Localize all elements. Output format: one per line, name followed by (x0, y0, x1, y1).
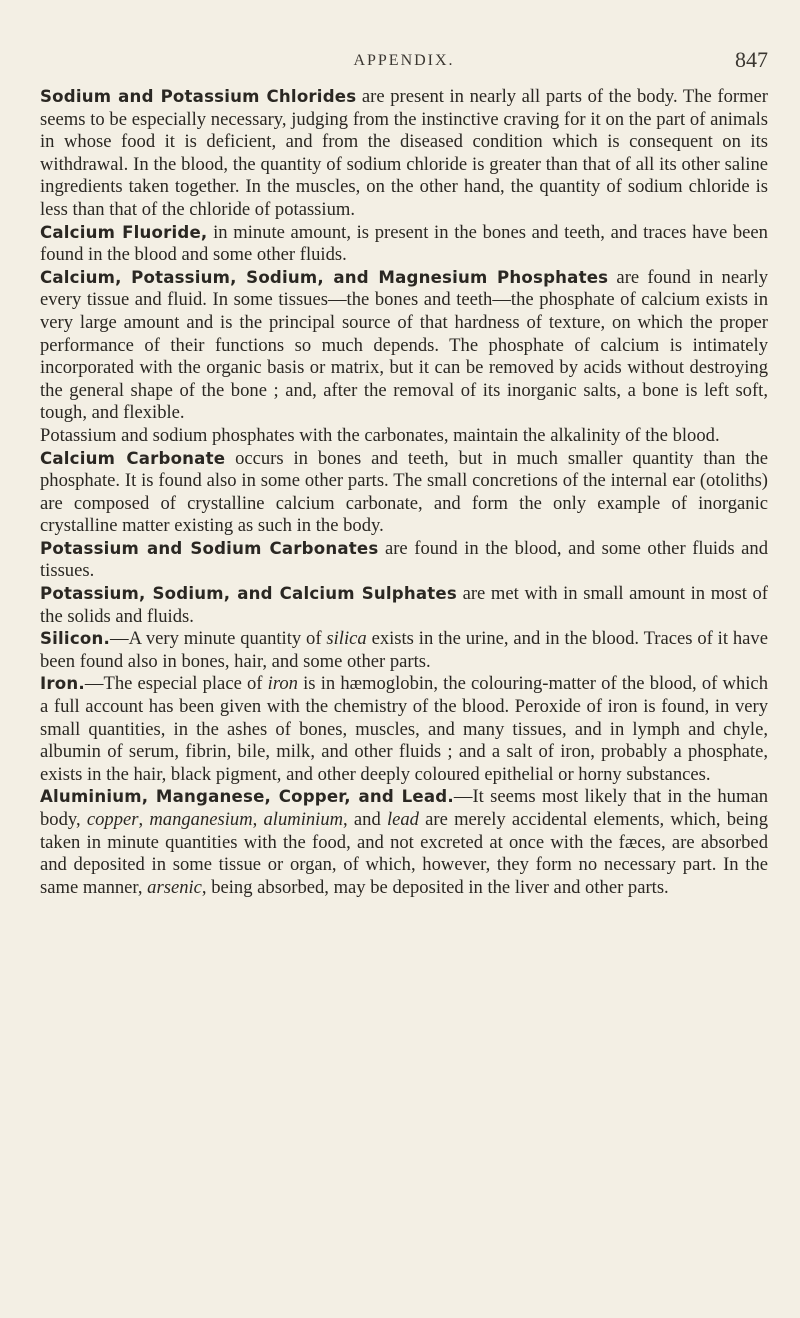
paragraph (40, 86, 768, 222)
paragraph-heading: Potassium, Sodium, and Calcium Sulphates (40, 584, 457, 604)
paragraph (40, 673, 768, 786)
paragraph-heading: Sodium and Potassium Chlorides (40, 87, 357, 106)
paragraph-text: , (252, 809, 264, 830)
italic-term: manganesium (149, 809, 253, 830)
italic-term: aluminium (263, 809, 344, 830)
paragraph (40, 448, 768, 538)
paragraph (40, 786, 768, 899)
paragraph-text: are present in nearly all parts of the body. The former seems to be especially necessary, judging from the instinctive craving for it on the part of animals in whose food it is deficient, and from the diseased condition which is consequent on its withdrawal. In the blood, the quantity of sodium chloride is greater than that of all its other saline ingredients taken together. In the muscles, on the other hand, the quantity of sodium chloride is less than that of the chloride of potassium. (40, 86, 768, 220)
paragraph (40, 628, 768, 673)
paragraph-text: , (138, 809, 150, 830)
paragraph (40, 222, 768, 267)
paragraph-heading: Iron. (40, 674, 85, 694)
paragraph-text: in minute amount, is present in the bones and teeth, and traces have been found in the blood and some other fluids. (40, 221, 768, 266)
paragraph-text: Potassium and sodium phosphates with the carbonates, maintain the alkalinity of the blood. (40, 424, 720, 446)
paragraph-text: occurs in bones and teeth, but in much smaller quantity than the phosphate. It is found also in some other parts. The small concretions of the internal ear (otoliths) are composed of crystalline calcium carbonate, and form the only example of inorganic crystalline matter existing as such in the body. (40, 447, 768, 537)
paragraph-heading: Calcium Carbonate (40, 448, 226, 468)
italic-term: silica (326, 628, 367, 650)
italic-term: copper (86, 809, 139, 830)
italic-term: lead (386, 809, 419, 830)
book-page (40, 0, 768, 1318)
paragraph-text: , and (343, 809, 387, 830)
paragraph (40, 425, 768, 448)
paragraph-text: , being absorbed, may be deposited in the liver and other parts. (201, 876, 669, 898)
italic-term: arsenic (147, 876, 202, 898)
paragraph-heading: Silicon. (40, 629, 110, 649)
italic-term: iron (267, 673, 298, 695)
paragraph-text: is in hæmoglobin, the colouring-matter of the blood, of which a full account has been given with the chemistry of the blood. Peroxide of iron is found, in very small quantities, in the ashes of bones, muscles, and many tissues, and in lymph and chyle, albumin of serum, fibrin, bile, milk, and other fluids ; and a salt of iron, probably a phosphate, exists in the hair, black pigment, and other deeply coloured epithelial or horny substances. (40, 673, 768, 785)
paragraph (40, 583, 768, 628)
paragraph-text: are met with in small amount in most of the solids and fluids. (40, 583, 768, 627)
body-text (40, 86, 768, 899)
paragraph-text: are found in the blood, and some other fluids and tissues. (40, 537, 768, 582)
paragraph-text: exists in the urine, and in the blood. Traces of it have been found also in bones, hair, and some other parts. (40, 628, 768, 672)
paragraph-text: —The especial place of (84, 673, 268, 695)
paragraph-heading: Calcium Fluoride, (40, 222, 208, 242)
paragraph-heading: Aluminium, Manganese, Copper, and Lead. (40, 787, 454, 807)
paragraph-heading: Potassium and Sodium Carbonates (40, 538, 379, 558)
page-number: 847 (735, 47, 768, 72)
paragraph-text: are merely accidental elements, which, being taken in minute quantities with the food, and not excreted at once with the fæces, are absorbed and deposited in some tissue or organ, of which, however, they form no necessary part. In the same manner, (40, 809, 769, 898)
paragraph-heading: Calcium, Potassium, Sodium, and Magnesium Phosphates (40, 267, 609, 287)
paragraph-text: are found in nearly every tissue and fluid. In some tissues—the bones and teeth—the phosphate of calcium exists in very large amount and is the principal source of that hardness of texture, on which the proper performance of their functions so much depends. The phosphate of calcium is intimately incorporated with the organic basis or matrix, but it can be removed by acids without destroying the general shape of the bone ; and, after the removal of its inorganic salts, a bone is left soft, tough, and flexible. (40, 266, 768, 424)
paragraph-text: —It seems most likely that in the human body, (40, 786, 768, 830)
paragraph-text: —A very minute quantity of (109, 628, 327, 650)
paragraph (40, 267, 768, 425)
running-title: APPENDIX. (353, 52, 455, 69)
running-header (40, 0, 768, 80)
paragraph (40, 538, 768, 583)
